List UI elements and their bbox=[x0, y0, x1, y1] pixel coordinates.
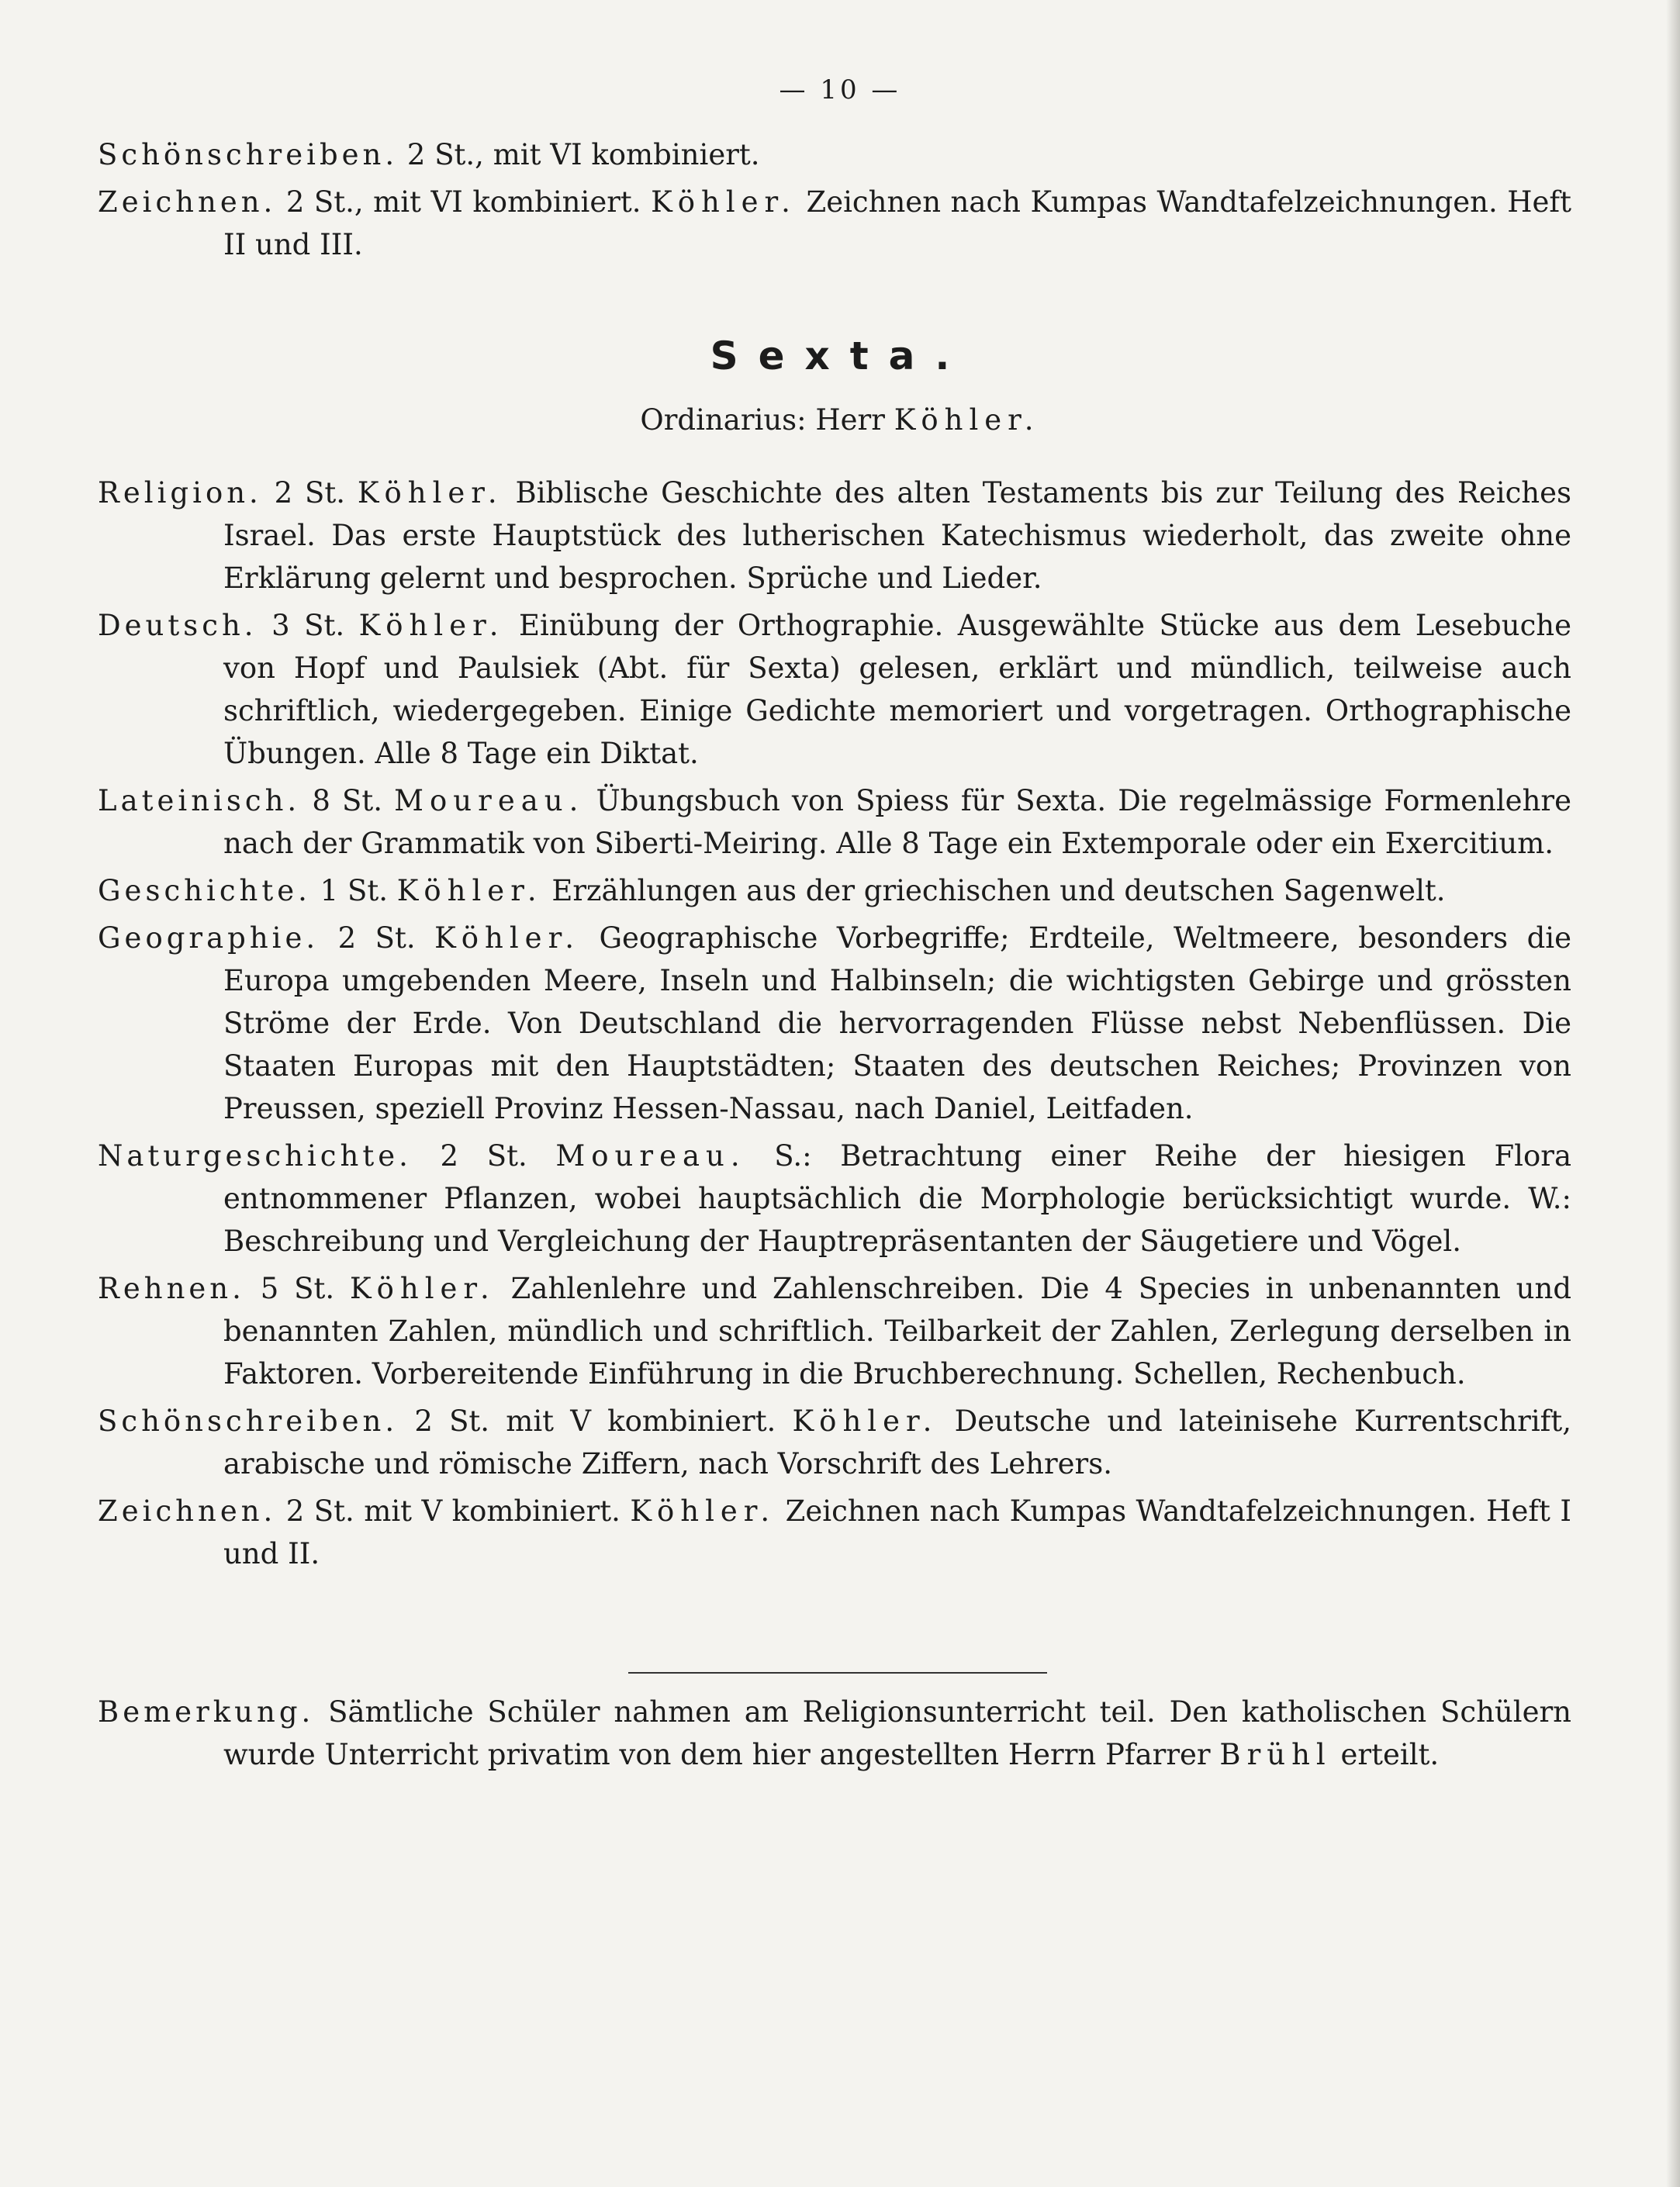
entry-zeichnen bbox=[98, 1490, 1571, 1575]
entry-lateinisch bbox=[98, 779, 1571, 865]
entry-text: Biblische Geschichte des alten Testaments bis zur Teilung des Reiches Israel. Das erste Hauptstück des lutherischen Katechismus wiederholt, das zweite ohne Erklärung gelernt und besprochen. Sprüche und Lieder. bbox=[223, 476, 1572, 595]
entry-geographie bbox=[98, 917, 1571, 1130]
remark-name: Brühl bbox=[1219, 1738, 1332, 1771]
teacher: Moureau. bbox=[555, 1139, 746, 1173]
hours: 8 St. bbox=[312, 784, 382, 817]
ordinarius-label: Ordinarius: Herr bbox=[640, 403, 885, 437]
page-number: — 10 — bbox=[779, 74, 901, 105]
subject: Deutsch. bbox=[98, 609, 258, 642]
entry-deutsch bbox=[98, 604, 1571, 775]
subject: Lateinisch. bbox=[98, 784, 301, 817]
teacher: Moureau. bbox=[394, 784, 585, 817]
subject: Naturgeschichte. bbox=[98, 1139, 412, 1173]
subject: Zeichnen. bbox=[98, 1494, 277, 1528]
hours: 2 St. bbox=[440, 1139, 527, 1173]
page-edge-shadow bbox=[1666, 0, 1680, 2187]
entries bbox=[98, 472, 1571, 1580]
entry-text: Deutsche und lateinisehe Kurrentschrift, arabische und römische Ziffern, nach Vorschrift des Lehrers. bbox=[223, 1404, 1572, 1480]
teacher: Köhler. bbox=[396, 874, 543, 907]
hours: 2 St. bbox=[337, 921, 416, 955]
remark-label: Bemerkung. bbox=[98, 1695, 315, 1729]
divider-rule bbox=[628, 1672, 1047, 1674]
hours: 2 St. bbox=[274, 476, 345, 510]
hours: 5 St. bbox=[260, 1272, 335, 1305]
entry-text: Erzählungen aus der griechischen und deutschen Sagenwelt. bbox=[551, 874, 1446, 907]
entry-schoenschreiben bbox=[98, 1400, 1571, 1485]
teacher: Köhler. bbox=[357, 476, 503, 510]
ordinarius-name: Köhler. bbox=[894, 403, 1040, 437]
section-title: Sexta. bbox=[710, 333, 970, 378]
entry-schoenschreiben-top bbox=[98, 133, 1571, 176]
entry-text: Einübung der Orthographie. Ausgewählte Stücke aus dem Lesebuche von Hopf und Paulsiek (Abt. für Sexta) gelesen, erklärt und mündlich, teilweise auch schriftlich, wiedergegeben. Einige Gedichte memoriert und vorgetragen. Orthographische Übungen. Alle 8 Tage ein Diktat. bbox=[223, 609, 1572, 770]
entry-geschichte bbox=[98, 869, 1571, 912]
subject: Rehnen. bbox=[98, 1272, 245, 1305]
teacher: Köhler. bbox=[358, 609, 505, 642]
teacher: Köhler. bbox=[630, 1494, 776, 1528]
subject: Zeichnen. bbox=[98, 185, 277, 219]
hours: 2 St. mit V kombiniert. bbox=[414, 1404, 776, 1438]
subject: Schönschreiben. bbox=[98, 1404, 399, 1438]
remark-block bbox=[98, 1691, 1571, 1781]
remark-end: erteilt. bbox=[1340, 1738, 1440, 1771]
teacher: Köhler. bbox=[792, 1404, 939, 1438]
teacher: Köhler. bbox=[349, 1272, 496, 1305]
entry-zeichnen-top bbox=[98, 181, 1571, 266]
hours: 1 St. bbox=[320, 874, 388, 907]
entry-bemerkung bbox=[98, 1691, 1571, 1776]
entry-text: 2 St., mit VI kombiniert. bbox=[406, 138, 760, 171]
top-entries bbox=[98, 133, 1571, 271]
entry-text: Zeichnen nach Kumpas Wandtafelzeichnungen. Heft I und II. bbox=[223, 1494, 1571, 1570]
entry-text: Übungsbuch von Spiess für Sexta. Die regelmässige Formenlehre nach der Grammatik von Siberti-Meiring. Alle 8 Tage ein Extemporale oder ein Exercitium. bbox=[223, 784, 1571, 860]
hours: 2 St. mit V kombiniert. bbox=[285, 1494, 620, 1528]
entry-text: Zeichnen nach Kumpas Wandtafelzeichnungen. Heft II und III. bbox=[223, 185, 1571, 261]
subject: Geographie. bbox=[98, 921, 320, 955]
remark-text: Sämtliche Schüler nahmen am Religionsunterricht teil. Den katholischen Schülern wurde Unterricht privatim von dem hier angestellten Herrn Pfarrer bbox=[223, 1695, 1571, 1771]
subject: Religion. bbox=[98, 476, 262, 510]
ordinarius-line bbox=[0, 403, 1680, 437]
teacher: Köhler. bbox=[651, 185, 797, 219]
entry-text: Zahlenlehre und Zahlenschreiben. Die 4 Species in unbenannten und benannten Zahlen, mündlich und schriftlich. Teilbarkeit der Zahlen, Zerlegung derselben in Faktoren. Vorbereitende Einführung in die Bruchberechnung. Schellen, Rechenbuch. bbox=[223, 1272, 1572, 1391]
subject: Schönschreiben. bbox=[98, 138, 399, 171]
entry-text: Geographische Vorbegriffe; Erdteile, Weltmeere, besonders die Europa umgebenden Meere, Inseln und Halbinseln; die wichtigsten Gebirge und grössten Ströme der Erde. Von Deutschland die hervorragenden Flüsse nebst Nebenflüssen. Die Staaten Europas mit den Hauptstädten; Staaten des deutschen Reiches; Provinzen von Preussen, speziell Provinz Hessen-Nassau, nach Daniel, Leitfaden. bbox=[223, 921, 1572, 1125]
entry-rechnen bbox=[98, 1267, 1571, 1395]
entry-text: S.: Betrachtung einer Reihe der hiesigen Flora entnommener Pflanzen, wobei hauptsächlich die Morphologie berücksichtigt wurde. W.: Beschreibung und Vergleichung der Hauptrepräsentanten der Säugetiere und Vögel. bbox=[223, 1139, 1572, 1258]
teacher: Köhler. bbox=[434, 921, 580, 955]
entry-religion bbox=[98, 472, 1571, 599]
subject: Geschichte. bbox=[98, 874, 311, 907]
hours: 3 St. bbox=[271, 609, 345, 642]
entry-naturgeschichte bbox=[98, 1135, 1571, 1263]
entry-text: 2 St., mit VI kombiniert. bbox=[285, 185, 641, 219]
